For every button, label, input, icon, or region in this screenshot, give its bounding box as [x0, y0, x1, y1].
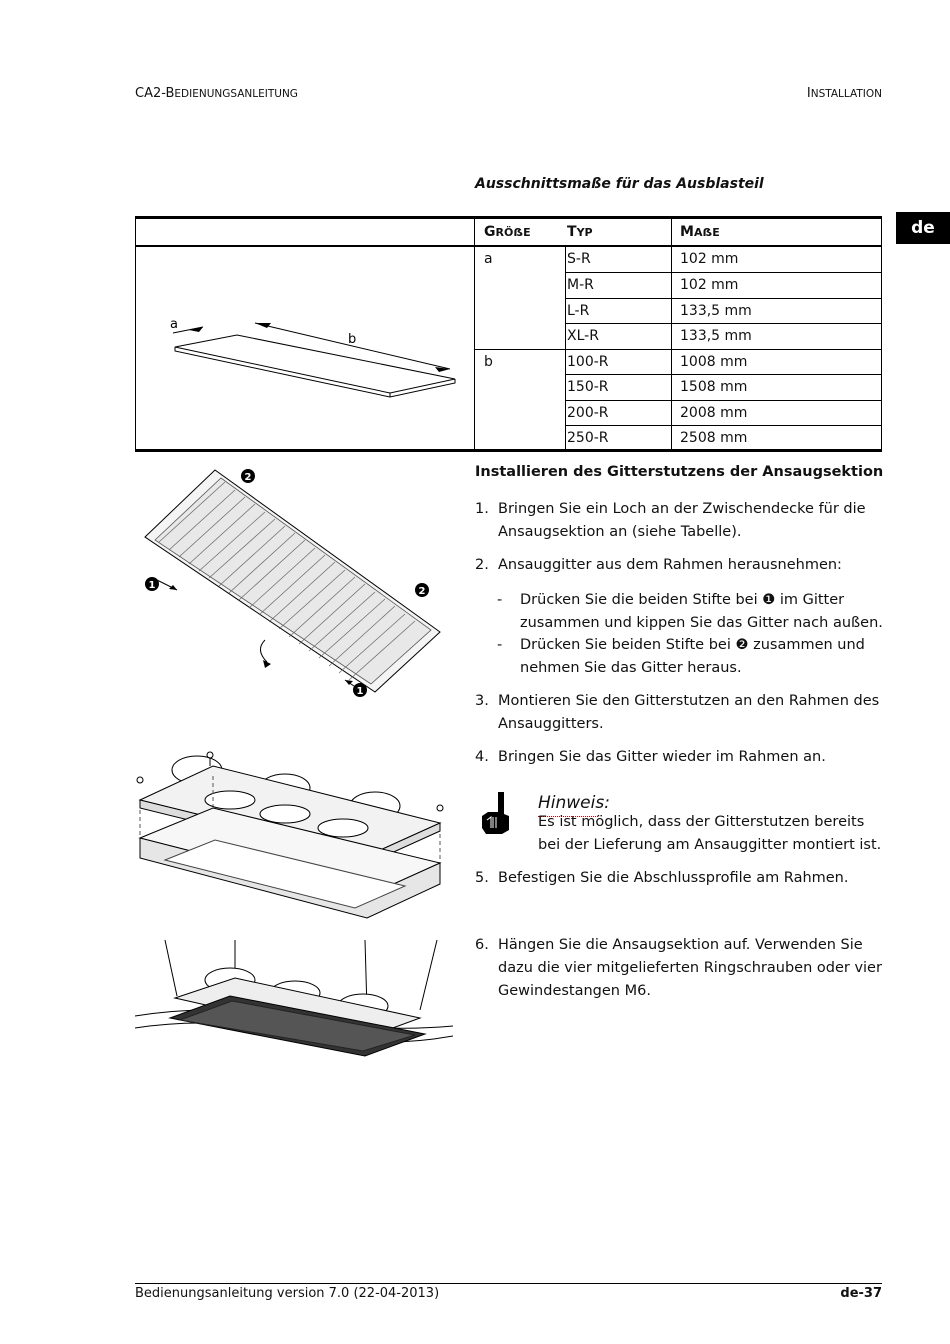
- footer-version: Bedienungsanleitung version 7.0 (22-04-2013): [135, 1286, 440, 1301]
- marker-two: [415, 583, 429, 597]
- group-label-b: b: [484, 354, 493, 370]
- figure-label-b: b: [348, 332, 357, 347]
- list-item: 5. Befestigen Sie die Abschlussprofile am Rahmen.: [475, 870, 849, 886]
- footer-rule: [135, 1283, 882, 1284]
- hint-text: Es ist möglich, dass der Gitterstutzen bereits bei der Lieferung am Ansauggitter montiert ist.: [538, 814, 882, 853]
- figure-label-a: a: [170, 317, 178, 332]
- table-cell-mass: 102 mm: [680, 251, 739, 267]
- table-cell-typ: M-R: [567, 277, 594, 293]
- cutout-dimension-figure: [155, 309, 465, 399]
- list-item: 1. Bringen Sie ein Loch an der Zwischendecke für die Ansaugsektion an (siehe Tabelle).: [475, 501, 866, 540]
- table-cell-typ: L-R: [567, 303, 590, 319]
- list-item: 3. Montieren Sie den Gitterstutzen an den Rahmen des Ansauggitters.: [475, 693, 880, 732]
- page-number: de-37: [840, 1286, 882, 1301]
- sub-list-item: - Drücken Sie die beiden Stifte bei ❶ im Gitter zusammen und kippen Sie das Gitter nach außen.: [497, 592, 883, 631]
- table-cell-mass: 1008 mm: [680, 354, 748, 370]
- table-cell-mass: 2508 mm: [680, 430, 748, 446]
- table-cell-mass: 133,5 mm: [680, 328, 752, 344]
- dimension-table: [135, 216, 882, 452]
- header-manual-title: CA2-BEDIENUNGSANLEITUNG: [135, 86, 298, 101]
- marker-one: [353, 683, 367, 697]
- section-title: Installieren des Gitterstutzens der Ansaugsektion: [475, 464, 884, 480]
- svg-text:1: 1: [356, 686, 364, 697]
- list-item: 4. Bringen Sie das Gitter wieder im Rahmen an.: [475, 749, 826, 765]
- column-header-typ: TYP: [567, 224, 593, 240]
- table-caption: Ausschnittsmaße für das Ausblasteil: [475, 176, 764, 192]
- header-chapter-title: INSTALLATION: [806, 86, 882, 101]
- marker-two: [241, 469, 255, 483]
- hint-title: Hinweis:: [538, 793, 610, 813]
- suspended-section-figure: [135, 938, 453, 1063]
- list-item: 2. Ansauggitter aus dem Rahmen herausnehmen:: [475, 557, 842, 573]
- marker-one: [145, 577, 159, 591]
- pointing-hand-icon: [478, 790, 512, 836]
- sub-list-item: - Drücken Sie beiden Stifte bei ❷ zusammen und nehmen Sie das Gitter heraus.: [497, 637, 865, 676]
- table-cell-mass: 1508 mm: [680, 379, 748, 395]
- svg-text:2: 2: [418, 586, 426, 597]
- svg-text:1: 1: [148, 580, 156, 591]
- table-cell-mass: 133,5 mm: [680, 303, 752, 319]
- table-cell-typ: 150-R: [567, 379, 609, 395]
- grille-removal-figure: [135, 462, 445, 702]
- svg-text:2: 2: [244, 472, 252, 483]
- table-cell-typ: S-R: [567, 251, 591, 267]
- language-tab: de: [896, 212, 950, 244]
- frame-spigot-figure: [135, 748, 450, 926]
- table-cell-typ: 250-R: [567, 430, 609, 446]
- table-cell-typ: XL-R: [567, 328, 599, 344]
- table-cell-typ: 100-R: [567, 354, 609, 370]
- table-cell-mass: 102 mm: [680, 277, 739, 293]
- list-item: 6. Hängen Sie die Ansaugsektion auf. Verwenden Sie dazu die vier mitgelieferten Ringschrauben oder vier Gewindestangen M6.: [475, 937, 882, 999]
- table-cell-mass: 2008 mm: [680, 405, 748, 421]
- column-header-groesse: GRÖẞE: [484, 224, 531, 240]
- group-label-a: a: [484, 251, 493, 267]
- column-header-masse: MAẞE: [680, 224, 720, 240]
- table-cell-typ: 200-R: [567, 405, 609, 421]
